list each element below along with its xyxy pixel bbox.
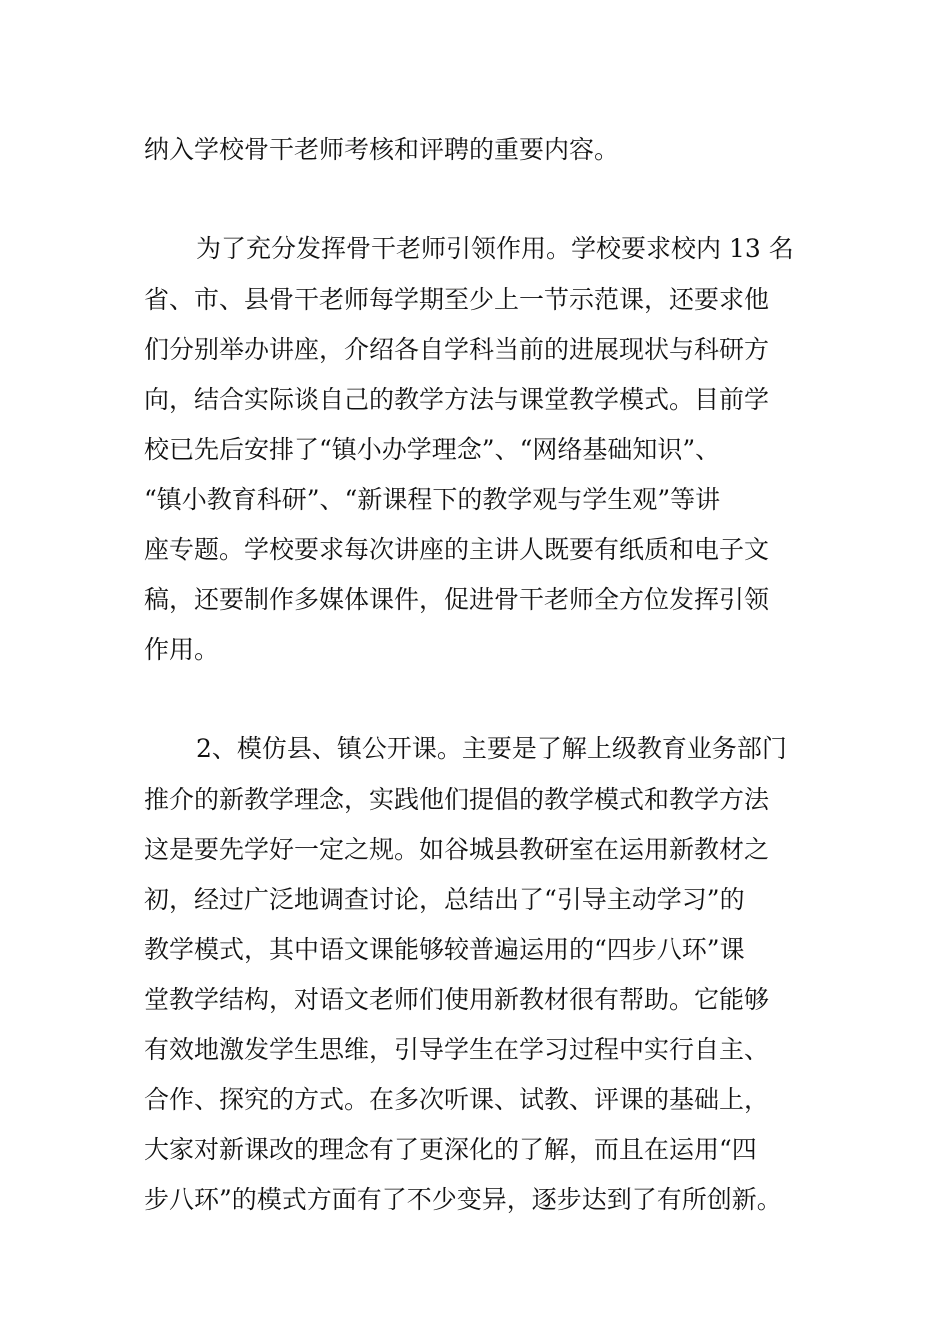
line-text: 有效地激发学生思维，引导学生在学习过程中实行自主、 bbox=[144, 1035, 770, 1064]
line-text: 为了充分发挥骨干老师引领作用。学校要求校内 13 名 bbox=[196, 234, 794, 263]
line-text: 推介的新教学理念，实践他们提倡的教学模式和教学方法 bbox=[144, 785, 770, 814]
line-text: 教学模式，其中语文课能够较普遍运用的“四步八环”课 bbox=[144, 935, 745, 964]
line-text: 堂教学结构，对语文老师们使用新教材很有帮助。它能够 bbox=[144, 985, 770, 1014]
line-text: 省、市、县骨干老师每学期至少上一节示范课，还要求他 bbox=[144, 285, 770, 314]
line-text: 这是要先学好一定之规。如谷城县教研室在运用新教材之 bbox=[144, 835, 770, 864]
line-text: 座专题。学校要求每次讲座的主讲人既要有纸质和电子文 bbox=[144, 535, 770, 564]
line-text: 稿，还要制作多媒体课件，促进骨干老师全方位发挥引领 bbox=[144, 585, 770, 614]
line-text: 纳入学校骨干老师考核和评聘的重要内容。 bbox=[144, 135, 620, 164]
line-text: 向，结合实际谈自己的教学方法与课堂教学模式。目前学 bbox=[144, 385, 770, 414]
line-text: 作用。 bbox=[144, 635, 220, 664]
line-text: 大家对新课改的理念有了更深化的了解，而且在运用“四 bbox=[144, 1135, 757, 1164]
line-text: 合作、探究的方式。在多次听课、试教、评课的基础上， bbox=[144, 1085, 770, 1114]
line-text: “镇小教育科研”、“新课程下的教学观与学生观”等讲 bbox=[144, 485, 721, 514]
line-text: 校已先后安排了“镇小办学理念”、“网络基础知识”、 bbox=[144, 435, 721, 464]
line-text: 2、模仿县、镇公开课。主要是了解上级教育业务部门 bbox=[196, 734, 787, 763]
line-text: 初，经过广泛地调查讨论，总结出了“引导主动学习”的 bbox=[144, 885, 745, 914]
line-text: 们分别举办讲座，介绍各自学科当前的进展现状与科研方 bbox=[144, 335, 770, 364]
line-text: 步八环”的模式方面有了不少变异，逐步达到了有所创新。 bbox=[144, 1185, 782, 1214]
